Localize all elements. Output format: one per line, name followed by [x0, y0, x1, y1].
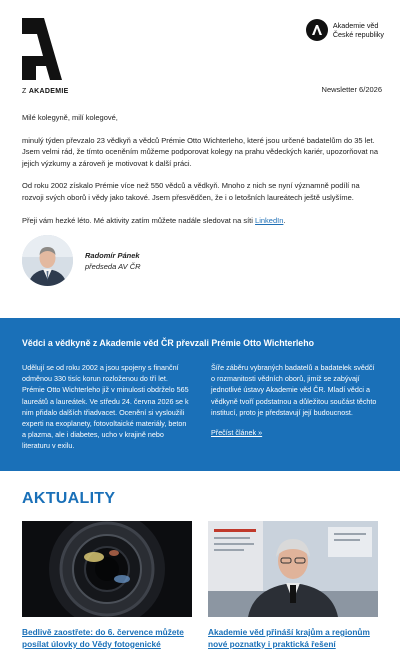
author-role: předseda AV ČR: [85, 261, 141, 271]
avatar: [22, 235, 73, 286]
news-heading: AKTUALITY: [22, 490, 116, 507]
news-card-title[interactable]: Akademie věd přináší krajům a regionům nové poznatky i praktická řešení: [208, 627, 370, 649]
news-card-title[interactable]: Bedlivě zaostřete: do 6. července můžete posílat úlovky do Vědy fotogenické: [22, 627, 184, 649]
intro-letter: [0, 112, 400, 226]
news-card[interactable]: [208, 521, 378, 650]
author-signature: [0, 235, 400, 286]
intro-paragraph-2: Od roku 2002 získalo Prémie více než 550 vědců a vědkyň. Mnoho z nich se nyní významně podílí na rozvoji svých oborů i vědy jako takové. Jsem přesvědčen, že i o letošních laureátech ještě uslyšíme.: [22, 181, 360, 202]
brand-name-line2: České republiky: [332, 30, 384, 39]
brand-name-line1: Akademie věd: [332, 21, 379, 30]
logo-subtitle: Z AKADEMIE: [22, 88, 69, 95]
feature-column-1: Udělují se od roku 2002 a jsou spojeny s finanční odměnou 330 tisíc korun rozloženou do tří let. Prémie Otto Wichterleho již v minulosti obdrželo 565 laureátů a laureátek. Ve středu 24. června 2026 se k nim přidalo dalších třiadvacet. Ocenění si vysloužili experti na exoplanety, fotovoltaické materiály, beton a plazma, ale i diabetes, ucho v krajině nebo literaturu v exilu.: [22, 363, 189, 451]
intro-paragraph-1: minulý týden převzalo 23 vědkyň a vědců Prémie Otto Wichterleho, které jsou určené badatelům do 35 let. Jsem velmi rád, že tímto oceněním můžeme podporovat kolegy na prahu vědeckých kariér, upozorňovat na jejich výzkumy a zároveň je motivovat k další práci.: [22, 135, 379, 168]
feature-article: [0, 318, 400, 471]
greeting: Milé kolegyně, milí kolegové,: [22, 113, 118, 122]
feature-title: Vědci a vědkyně z Akademie věd ČR převzali Prémie Otto Wichterleho: [22, 338, 314, 348]
read-article-link[interactable]: Přečíst článek »: [211, 428, 263, 438]
news-card[interactable]: [22, 521, 192, 650]
feature-column-2: Šíře záběru vybraných badatelů a badatelek svědčí o rozmanitosti vědních oborů, jimiž se zabývají jednotlivé ústavy Akademie věd ČR. Mladí vědci a vědkyně tvoří podstatnou a důležitou součást těchto institucí, proto je představují její budoucnost. Přečíst článek »: [211, 363, 377, 438]
news-card-image[interactable]: [208, 521, 378, 617]
linkedin-link[interactable]: LinkedIn: [255, 215, 284, 225]
author-name: Radomír Pánek: [85, 250, 140, 260]
news-card-image[interactable]: [22, 521, 192, 617]
newsletter-number: Newsletter 6/2026: [321, 85, 382, 94]
intro-paragraph-3: Přeji vám hezké léto. Mé aktivity zatím můžete nadále sledovat na síti LinkedIn.: [22, 215, 286, 225]
brand-block[interactable]: [306, 19, 384, 41]
newsletter-header: [0, 0, 400, 112]
brand-circle-icon: [306, 19, 328, 41]
academy-logo-icon: [22, 18, 62, 80]
news-section: [0, 471, 400, 650]
